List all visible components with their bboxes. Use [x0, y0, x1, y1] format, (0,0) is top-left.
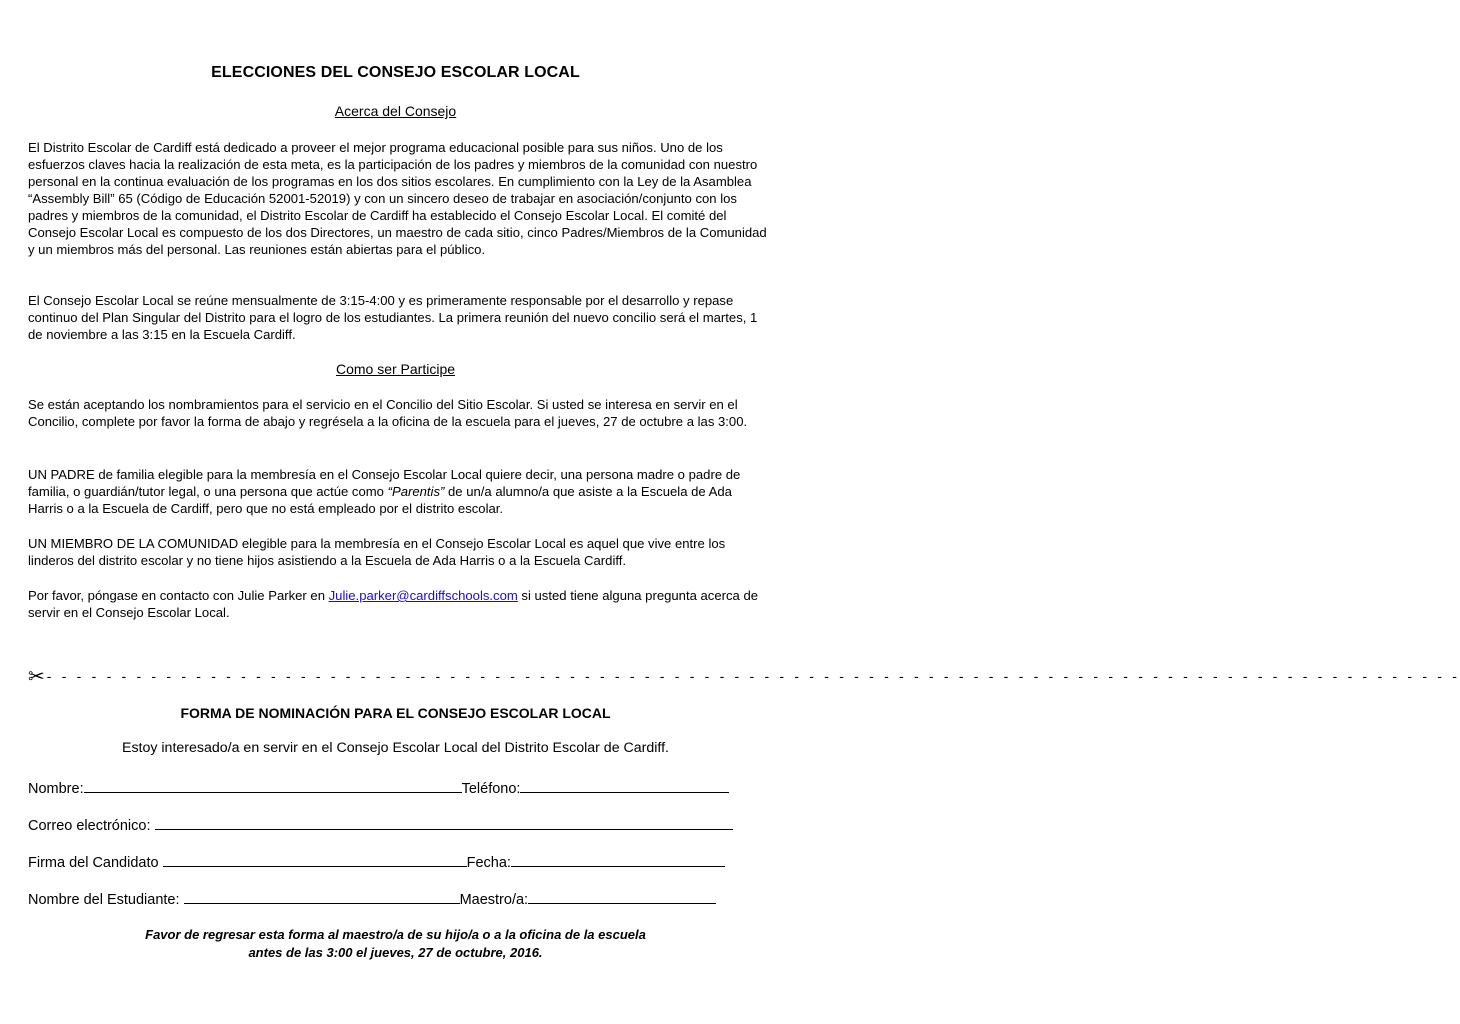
form-row-signature-date [28, 852, 725, 872]
form-row-name-phone [28, 778, 729, 798]
scissors-icon: ✂ [28, 666, 45, 688]
email-label: Correo electrónico: [28, 818, 155, 834]
teacher-label: Maestro/a: [459, 892, 529, 908]
form-title: FORMA DE NOMINACIÓN PARA EL CONSEJO ESCOLAR LOCAL [180, 705, 611, 721]
signature-field[interactable] [163, 852, 467, 867]
cut-line [28, 664, 1460, 688]
footer-instruction-line-1: Favor de regresar esta forma al maestro/a de su hijo/a o a la oficina de la escuela [145, 927, 646, 942]
student-name-label: Nombre del Estudiante: [28, 892, 184, 908]
section-heading-participate: Como ser Participe [335, 361, 456, 377]
contact-text-start: Por favor, póngase en contacto con Julie Parker en [28, 588, 329, 603]
paragraph-community-member-definition: UN MIEMBRO DE LA COMUNIDAD elegible para la membresía en el Consejo Escolar Local es aquel que vive entre los linderos del distrito escolar y no tiene hijos asistiendo a la Escuela de Ada Harris o a la Escuela Cardiff. [28, 536, 726, 568]
cut-line-dashes: - - - - - - - - - - - - - - - - - - - - - - - - - - - - - - - - - - - - - - - - - - - - - - - - - - - - - - - - - - - - - - - - - - - - - - - - - - - - - - - - - - - - - - - - - - - - - - - [46, 668, 1460, 684]
form-intro: Estoy interesado/a en servir en el Consejo Escolar Local del Distrito Escolar de Cardiff. [121, 740, 669, 756]
page-title: ELECCIONES DEL CONSEJO ESCOLAR LOCAL [211, 64, 580, 81]
name-field[interactable] [84, 778, 462, 793]
date-label: Fecha: [466, 855, 511, 871]
teacher-field[interactable] [528, 889, 716, 904]
name-label: Nombre: [28, 781, 84, 797]
footer-instruction-line-2: antes de las 3:00 el jueves, 27 de octubre, 2016. [248, 945, 543, 960]
form-row-student-teacher [28, 889, 716, 909]
parentis-term: “Parentis” [387, 484, 445, 499]
paragraph-council-meetings: El Consejo Escolar Local se reúne mensualmente de 3:15-4:00 y es primeramente responsable por el desarrollo y repase continuo del Plan Singular del Distrito para el logro de los estudiantes. La primera reunión del nuevo concilio será el martes, 1 de noviembre a las 3:15 en la Escuela Cardiff. [28, 293, 758, 342]
signature-label: Firma del Candidato [28, 855, 163, 871]
paragraph-nominations: Se están aceptando los nombramientos para el servicio en el Concilio del Sitio Escolar. Si usted se interesa en servir en el Concilio, complete por favor la forma de abajo y regrésela a la oficina de la escuela para el jueves, 27 de octubre a las 3:00. [28, 397, 748, 429]
parent-definition-text-end: de un/a alumno/a que asiste a la Escuela de Ada Harris o a la Escuela de Cardiff, pero que no está empleado por el distrito escolar. [28, 484, 732, 516]
paragraph-parent-definition [28, 466, 768, 517]
email-field[interactable] [155, 815, 733, 830]
phone-label: Teléfono: [461, 781, 521, 797]
paragraph-contact [28, 587, 768, 621]
phone-field[interactable] [520, 778, 729, 793]
student-name-field[interactable] [184, 889, 460, 904]
form-row-email [28, 815, 733, 835]
contact-text-end: si usted tiene alguna pregunta acerca de servir en el Consejo Escolar Local. [28, 588, 759, 620]
parent-definition-text-start: UN PADRE de familia elegible para la membresía en el Consejo Escolar Local quiere decir, una persona madre o padre de familia, o guardián/tutor legal, o una persona que actúe como [28, 467, 741, 499]
date-field[interactable] [511, 852, 725, 867]
section-heading-about: Acerca del Consejo [334, 103, 457, 119]
contact-email-link[interactable]: Julie.parker@cardiffschools.com [328, 588, 518, 603]
paragraph-about-council: El Distrito Escolar de Cardiff está dedicado a proveer el mejor programa educacional posible para sus niños. Uno de los esfuerzos claves hacia la realización de esta meta, es la participación de los padres y miembros de la comunidad con nuestro personal en la continua evaluación de los programas en los dos sitios escolares. En cumplimiento con la Ley de la Asamblea “Assembly Bill” 65 (Código de Educación 52001-52019) y con un sincero deseo de trabajar en asociación/conjunto con los padres y miembros de la comunidad, el Distrito Escolar de Cardiff ha establecido el Consejo Escolar Local. El comité del Consejo Escolar Local es compuesto de los dos Directores, un maestro de cada sitio, cinco Padres/Miembros de la Comunidad y un miembros más del personal. Las reuniones están abiertas para el público. [28, 140, 767, 257]
